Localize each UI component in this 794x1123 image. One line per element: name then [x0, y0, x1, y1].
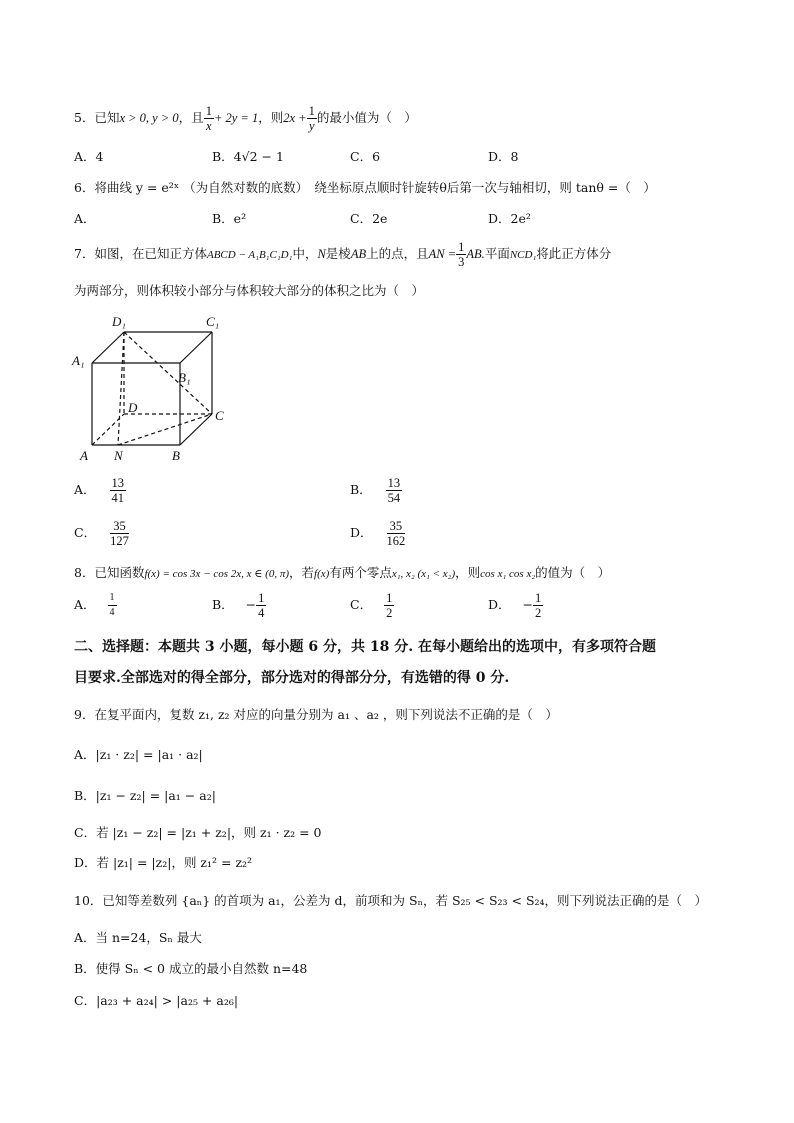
q8-text-a: 8．已知函数 — [74, 565, 145, 580]
option-label: D． — [350, 525, 373, 540]
q10-option-a[interactable]: A．当 n=24，Sₙ 最大 — [74, 930, 202, 945]
q8-option-b[interactable] — [212, 591, 266, 620]
q7-text-l: 将此正方体分 — [536, 246, 612, 261]
frac-den: 3 — [458, 255, 465, 269]
q9-stem: 9．在复平面内，复数 z₁, z₂ 对应的向量分别为 a₁ 、a₂ ，则下列说法不正确的是（ ） — [74, 707, 558, 722]
option-label: C． — [74, 525, 97, 540]
frac-den: 127 — [110, 534, 129, 548]
q7-text-c: 中， — [292, 246, 318, 261]
q10-option-c[interactable]: C．|a₂₃ + a₂₄| > |a₂₅ + a₂₆| — [74, 993, 239, 1008]
q5-fraction-1 — [204, 104, 214, 133]
q9-option-a[interactable]: A．|z₁ · z₂| = |a₁ · a₂| — [74, 747, 203, 762]
q7-an-eq: AN = — [428, 247, 457, 261]
label-d: D — [128, 400, 138, 415]
section2-heading-line2: 目要求.全部选对的得全部分，部分选对的得部分分，有选错的得 0 分. — [74, 670, 510, 686]
q6-option-a[interactable]: A． — [74, 211, 96, 226]
option-label: A． — [74, 482, 96, 497]
q7-stem-line2: 为两部分，则体积较小部分与体积较大部分的体积之比为（ ） — [74, 283, 425, 298]
q8-option-d[interactable] — [488, 591, 543, 620]
q7-option-b[interactable] — [350, 476, 402, 505]
q5-stem — [74, 104, 417, 133]
q8-text-b: ，若 — [289, 565, 315, 580]
option-label: D． — [488, 597, 511, 612]
q10-stem: 10．已知等差数列 {aₙ} 的首项为 a₁，公差为 d，前项和为 Sₙ，若 S₂₅ < S₂₃ < S₂₄，则下列说法正确的是（ ） — [74, 893, 708, 908]
frac-num: 1 — [108, 591, 117, 606]
frac-den: x — [206, 119, 212, 133]
frac-num: 13 — [387, 476, 401, 490]
option-fraction — [384, 591, 394, 620]
option-sign: − — [522, 597, 533, 612]
option-label: B． — [350, 482, 372, 497]
q8-product: cos x₁ cos x₂ — [480, 568, 536, 580]
q7-ab: AB. — [466, 247, 485, 261]
option-fraction — [110, 476, 127, 505]
frac-num: 1 — [205, 104, 212, 118]
frac-num: 35 — [110, 519, 129, 534]
frac-den: 4 — [109, 607, 115, 618]
option-fraction — [256, 591, 266, 620]
option-fraction — [533, 591, 543, 620]
q7-point-n: N — [317, 247, 326, 261]
section2-heading-line1: 二、选择题：本题共 3 小题，每小题 6 分，共 18 分. 在每小题给出的选项中，有多项符合题 — [74, 639, 656, 655]
q5-text-a: 5．已知 — [74, 110, 120, 125]
frac-den: 54 — [387, 491, 401, 505]
option-fraction — [386, 476, 403, 505]
frac-den: 162 — [386, 534, 406, 548]
label-b: B — [172, 448, 180, 463]
q8-stem — [74, 563, 610, 581]
q9-option-d[interactable]: D．若 |z₁| = |z₂|，则 z₁² = z₂² — [74, 855, 253, 870]
q7-text-a: 7．如图，在已知正方体 — [74, 246, 207, 261]
frac-den: y — [308, 119, 315, 133]
q6-option-b[interactable]: B．e² — [212, 211, 247, 226]
label-n: N — [114, 448, 123, 463]
frac-num: 13 — [111, 476, 125, 490]
q5-fraction-2 — [307, 104, 317, 133]
q8-option-c[interactable] — [350, 591, 394, 620]
frac-den: 2 — [535, 606, 542, 620]
q7-fraction — [456, 240, 466, 269]
q6-stem: 6．将曲线 y = e²ˣ （为自然对数的底数） 绕坐标原点顺时针旋转θ后第一次与轴相切，则 tanθ =（ ） — [74, 180, 656, 195]
frac-den: 2 — [386, 606, 393, 620]
label-d1: D₁ — [112, 314, 126, 329]
q7-option-d[interactable] — [350, 519, 405, 548]
q8-text-d: ，则 — [455, 565, 481, 580]
frac-num: 1 — [308, 104, 315, 118]
q5-option-d[interactable]: D．8 — [488, 149, 519, 164]
q7-cube-name: ABCD − A₁B₁C₁D₁ — [206, 249, 293, 261]
q7-option-c[interactable] — [74, 519, 129, 548]
option-fraction — [108, 591, 117, 620]
option-fraction — [387, 519, 406, 548]
q8-text-e: 的值为（ ） — [535, 565, 611, 580]
q8-option-a[interactable] — [74, 591, 117, 620]
q5-option-a[interactable]: A．4 — [74, 149, 104, 164]
q9-option-c[interactable]: C．若 |z₁ − z₂| = |z₁ + z₂|，则 z₁ · z₂ = 0 — [74, 825, 322, 840]
q5-option-c[interactable]: C．6 — [350, 149, 381, 164]
frac-num: 1 — [458, 240, 465, 254]
q5-text-d: 的最小值为（ ） — [316, 110, 417, 125]
q5-equation: + 2y = 1 — [213, 111, 259, 125]
q7-text-e: 是棱 — [325, 246, 351, 261]
frac-num: 1 — [258, 591, 265, 605]
frac-den: 41 — [111, 491, 125, 505]
q6-option-c[interactable]: C．2e — [350, 211, 388, 226]
q10-option-b[interactable]: B．使得 Sₙ < 0 成立的最小自然数 n=48 — [74, 961, 308, 976]
label-a: A — [80, 448, 88, 463]
q5-condition: x > 0, y > 0 — [119, 111, 179, 125]
q8-text-c: 有两个零点 — [329, 565, 392, 580]
q7-edge-ab: AB — [350, 247, 367, 261]
q8-zeros: x₁, x₂ (x₁ < x₂) — [391, 568, 456, 580]
q8-fx: f(x) — [314, 568, 330, 580]
q7-stem-line1 — [74, 240, 611, 269]
option-sign: − — [245, 597, 257, 612]
option-label: A． — [74, 597, 96, 612]
label-b1: B₁ — [178, 370, 191, 385]
q7-plane: NCD₁ — [509, 249, 537, 261]
q7-option-a[interactable] — [74, 476, 126, 505]
frac-den: 4 — [258, 606, 265, 620]
q5-text-b: ，且 — [178, 110, 204, 125]
option-fraction — [110, 519, 129, 548]
q6-option-d[interactable]: D．2e² — [488, 211, 531, 226]
option-label: C． — [350, 597, 373, 612]
label-c: C — [215, 408, 224, 423]
q5-expression: 2x + — [283, 111, 307, 125]
label-c1: C₁ — [206, 314, 220, 329]
frac-num: 35 — [387, 519, 406, 534]
option-label: B． — [212, 597, 234, 612]
q5-text-c: ，则 — [258, 110, 284, 125]
q8-function: f(x) = cos 3x − cos 2x, x ∈ (0, π) — [144, 568, 290, 580]
q7-text-g: 上的点，且 — [366, 246, 429, 261]
q9-option-b[interactable]: B．|z₁ − z₂| = |a₁ − a₂| — [74, 788, 216, 803]
frac-num: 1 — [535, 591, 542, 605]
q7-text-j: 平面 — [484, 246, 510, 261]
q5-option-b[interactable]: B．4√2 − 1 — [212, 149, 284, 164]
cube-figure — [70, 308, 240, 463]
label-a1: A₁ — [72, 353, 85, 368]
frac-num: 1 — [386, 591, 393, 605]
